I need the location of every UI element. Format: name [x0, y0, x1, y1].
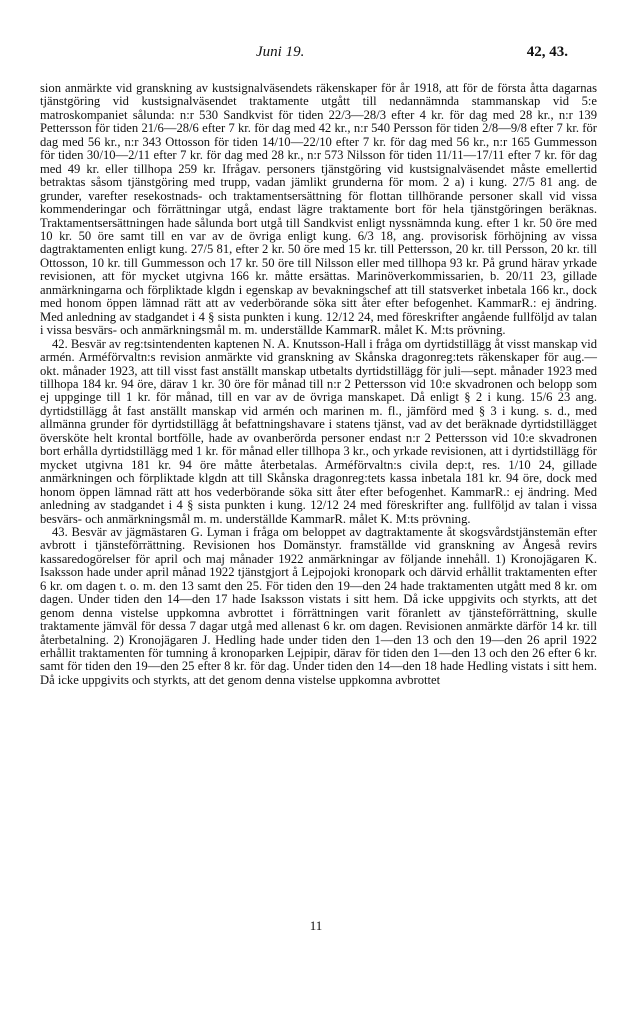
paragraph-case-42: 42. Besvär av reg:tsintendenten kaptenen N. A. Knutsson-Hall i fråga om dyrtidstillägg åt visst manskap vid armén. Arméförvaltn:s revision anmärkte vid granskning av Skånska dragonreg:tets räkenskaper för aug.—okt. månader 1923, att till visst fast anställt manskap utbetalts dyrtidstillägg för juli—sept. månader 1923 med tillhopa 184 kr. 94 öre, därav 1 kr. 30 öre för månad till n:r 2 Pettersson vid 10:e skvadronen och belopp som ej uppginge till 1 kr. för månad, till en var av de övriga manskapet. Då enligt § 2 i kung. 15/6 23 ang. dyrtidstillägg åt fast anställt manskap vid armén och marinen m. fl., jämförd med § 3 i kung. s. d., med allmänna grunder för dyrtidstillägg åt befattningshavare i statens tjänst, vad av det beräknade dyrtidstillägget översköte helt krontal bortfölle, hade av ovanberörda personer endast n:r 2 Pettersson vid 10:e skvadronen bort erhålla dyrtidstillägg med 1 kr. för månad eller tillhopa 3 kr., och yrkade revisionen, att i dyrtidstillägg för mycket utgivna 181 kr. 94 öre måtte återbetalas. Arméförvaltn:s civila dep:t, res. 1/10 24, gillade anmärkningen och förpliktade klgdn att till Skånska dragonreg:tets kassa inbetala 181 kr. 94 öre, dock med honom öppen lämnad rätt att hos vederbörande söka sitt åter efter befogenhet. KammarR.: ej ändring. Med anledning av stadgandet i 4 § sista punkten i kung. 12/12 24 med föreskrifter ang. fullföljd av talan i vissa besvärs- och anmärkningsmål m. m. underställde KammarR. målet K. M:ts prövning.	[40, 336, 597, 526]
page-header	[0, 44, 632, 64]
paragraph-continuation: sion anmärkte vid granskning av kustsignalväsendets räkenskaper för år 1918, att för de första åtta dagarnas tjänstgöring vid kustsignalväsendet traktamente utgått till nedannämnda stammanskap vid 5:e matroskompaniet sålunda: n:r 530 Sandkvist för tiden 22/3—28/3 efter 4 kr. för dag med 28 kr., n:r 139 Pettersson för tiden 21/6—28/6 efter 7 kr. för dag med 42 kr., n:r 540 Persson för tiden 2/8—9/8 efter 7 kr. för dag med 56 kr., n:r 343 Ottosson för tiden 14/10—22/10 efter 7 kr. för dag med 56 kr., n:r 165 Gummesson för tiden 30/10—2/11 efter 7 kr. för dag med 28 kr., n:r 573 Nilsson för tiden 11/11—17/11 efter 7 kr. för dag med 49 kr. eller tillhopa 259 kr. Ifrågav. personers tjänstgöring vid kustsignalväsendet måste emellertid betraktas såsom tjänstgöring med trupp, vadan jämlikt grunderna för mom. 2 a) i kung. 27/5 81 ang. de grunder, varefter resekostnads- och traktamentsersättning för flottan tillhörande personer skall vid vissa kommenderingar och förrättningar utgå, endast lägre traktamente bort för hela tjänstgöringen beräknas. Traktamentsersättningen hade sålunda bort utgå till Sandkvist enligt nyssnämnda kung. efter 1 kr. 50 öre med 10 kr. 50 öre samt till en var av de övriga enligt kung. 6/3 18, ang. provisorisk förhöjning av vissa dagtraktamenten enligt kung. 27/5 81, efter 2 kr. 50 öre med 15 kr. till Pettersson, 20 kr. till Persson, 20 kr. till Ottosson, 10 kr. till Gummesson och 17 kr. 50 öre till Nilsson eller med tillhopa 93 kr. På grund härav yrkade revisionen, att för mycket utgivna 166 kr. måtte ersättas. Marinöverkommissarien, b. 20/11 23, gillade anmärkningarna och förpliktade klgdn i egenskap av bevakningschef att till statsverket inbetala 166 kr., dock med honom öppen lämnad rätt att av vederbörande söka sitt åter efter befogenhet. KammarR.: ej ändring. Med anledning av stadgandet i 4 § sista punkten i kung. 12/12 24, med föreskrifter angående fullföljd av talan i vissa besvärs- och anmärkningsmål m. m. underställde KammarR. målet K. M:ts prövning.	[40, 81, 597, 338]
header-date: Juni 19.	[256, 44, 305, 60]
page-number: 11	[309, 918, 323, 933]
paragraph-case-43: 43. Besvär av jägmästaren G. Lyman i fråga om beloppet av dagtraktamente åt skogsvårdstjänstemän efter avbrott i tjänsteförrättning. Revisionen hos Domänstyr. framställde vid granskning av Ångeså revirs kassaredogörelser för april och maj månader 1922 anmärkningar av följande innehåll. 1) Kronojägaren K. Isaksson hade under april månad 1922 tjänstgjort å Lejpojoki kronopark och därvid erhållit traktamenten efter 6 kr. om dagen t. o. m. den 13 samt den 25. För tiden den 19—den 24 hade traktamenten utgått med 8 kr. om dagen. Under tiden den 14—den 17 hade Isaksson vistats i sitt hem. Då icke uppgivits och styrkts, att det genom denna vistelse uppkomna avbrottet i förrättningen varit föranlett av tjänsteförrättning, skulle traktamente jämväl för dessa 7 dagar utgå med allenast 6 kr. om dagen. Revisionen anmärkte därför 14 kr. till återbetalning. 2) Kronojägaren J. Hedling hade under tiden den 1—den 13 och den 19—den 26 april 1922 erhållit traktamenten för tumning å kronoparken Lejpipir, därav för tiden den 1—den 13 och den 26 efter 6 kr. samt för tiden den 19—den 25 efter 8 kr. för dag. Under tiden den 14—den 18 hade Hedling vistats i sitt hem. Då icke uppgivits och styrkts, att det genom denna vistelse uppkomna avbrottet	[40, 524, 597, 687]
header-section-numbers: 42, 43.	[526, 44, 568, 60]
body-text	[40, 82, 597, 687]
